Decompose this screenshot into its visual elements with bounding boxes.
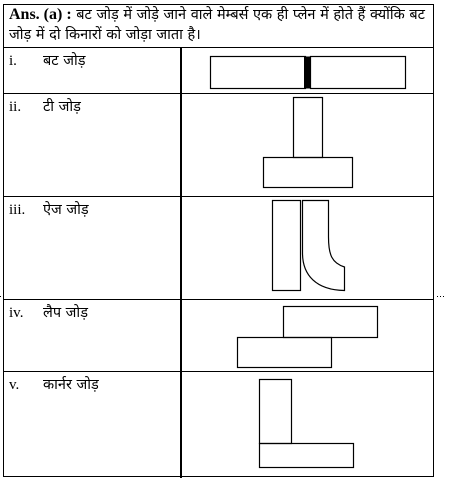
answer-text: बट जोड़ में जोड़े जाने वाले मेम्बर्स एक ही प्लेन में होते हैं क्योंकि बट जोड़ में दो किनारों को जोड़ा जाता है। <box>9 7 425 43</box>
joint-name: ऐज जोड़ <box>43 202 89 218</box>
row-number: i. <box>9 53 17 69</box>
joint-name: लैप जोड़ <box>43 305 88 321</box>
row-number: ii. <box>9 99 22 115</box>
row-number: iii. <box>9 202 26 218</box>
joint-name: बट जोड़ <box>43 53 86 69</box>
row-number: iv. <box>9 305 24 321</box>
row-number: v. <box>9 377 20 393</box>
joint-name: कार्नर जोड़ <box>43 377 99 393</box>
joint-name: टी जोड़ <box>43 99 81 115</box>
answer-label: Ans. (a) : <box>9 6 72 23</box>
